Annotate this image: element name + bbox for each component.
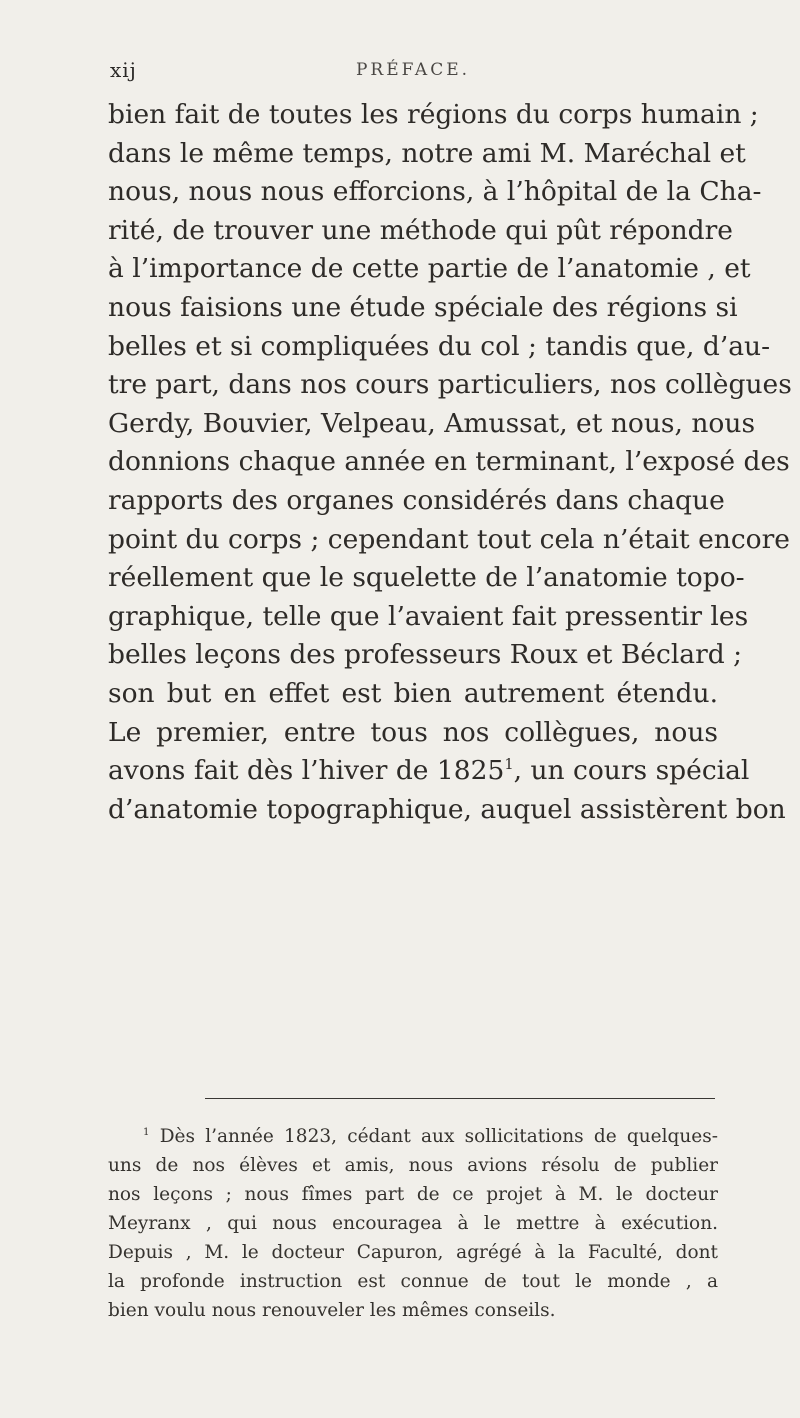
footnote-line: la profonde instruction est connue de tout le monde , a [108, 1271, 718, 1292]
text-line: point du corps ; cependant tout cela n’était encore [108, 523, 790, 555]
footnote-line: Depuis , M. le docteur Capuron, agrégé à la Faculté, dont [108, 1242, 718, 1263]
page-number: xij [110, 58, 137, 82]
footnote-reference: 1 [504, 756, 514, 774]
text-line: son but en effet est bien autrement étendu. [108, 677, 718, 709]
text-line: graphique, telle que l’avaient fait pressentir les [108, 600, 749, 632]
text-line: nous faisions une étude spéciale des régions si [108, 291, 738, 323]
text-line: Le premier, entre tous nos collègues, nous [108, 716, 718, 748]
text-line: rité, de trouver une méthode qui pût répondre [108, 214, 733, 246]
footnote-line [108, 1122, 718, 1151]
text-line: d’anatomie topographique, auquel assistèrent bon [108, 793, 786, 825]
body-text [108, 96, 792, 829]
footnote-line: Meyranx , qui nous encouragea à le mettre à exécution. [108, 1213, 718, 1234]
footnote-separator [205, 1098, 715, 1099]
footnote-line: uns de nos élèves et amis, nous avions résolu de publier [108, 1155, 718, 1176]
text-line: tre part, dans nos cours particuliers, nos collègues [108, 369, 792, 401]
footnote-line: bien voulu nous renouveler les mêmes conseils. [108, 1300, 556, 1321]
text-line: dans le même temps, notre ami M. Maréchal et [108, 137, 746, 169]
text-line: belles leçons des professeurs Roux et Béclard ; [108, 639, 743, 671]
text-line: Gerdy, Bouvier, Velpeau, Amussat, et nous, nous [108, 407, 756, 439]
text-line: à l’importance de cette partie de l’anatomie , et [108, 253, 751, 285]
footnote [108, 1122, 718, 1325]
text-fragment: avons fait dès l’hiver de 1825 [108, 755, 505, 787]
text-line-with-note-ref [108, 752, 750, 791]
text-line: bien fait de toutes les régions du corps humain ; [108, 99, 759, 130]
text-line: réellement que le squelette de l’anatomie topo- [108, 562, 745, 594]
text-line: nous, nous nous efforcions, à l’hôpital de la Cha- [108, 176, 762, 208]
text-line: rapports des organes considérés dans chaque [108, 484, 725, 516]
text-line: donnions chaque année en terminant, l’exposé des [108, 446, 790, 478]
running-title: PRÉFACE. [355, 60, 471, 80]
footnote-line: nos leçons ; nous fîmes part de ce projet à M. le docteur [108, 1184, 718, 1205]
running-head [110, 58, 716, 88]
text-fragment: , un cours spécial [513, 755, 750, 787]
footnote-marker: 1 [143, 1126, 150, 1138]
text-line: belles et si compliquées du col ; tandis que, d’au- [108, 330, 771, 362]
footnote-text: Dès l’année 1823, cédant aux sollicitations de quelques- [159, 1126, 718, 1147]
